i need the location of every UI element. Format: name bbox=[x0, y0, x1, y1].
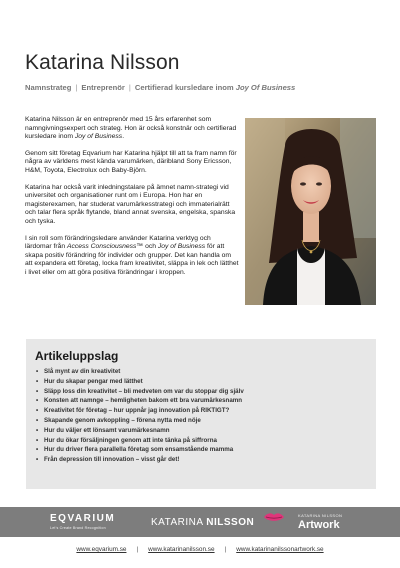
katarina-nilsson-logo bbox=[151, 517, 254, 528]
bio-p1-text: Katarina Nilsson är en entreprenör med 15 års erfarenhet som namngivningsexpert och strateg. Hon är också konstnär och certifierad kursledare inom bbox=[25, 116, 237, 141]
artwork-logo bbox=[298, 513, 342, 531]
lips-icon bbox=[263, 511, 285, 523]
list-item: • Hur du driver flera parallella företag som ensamstående mamma bbox=[35, 445, 366, 455]
list-item: • Släpp loss din kreativitet – bli medveten om var du stoppar dig själv bbox=[35, 387, 366, 397]
bio-paragraph-1 bbox=[25, 116, 239, 142]
link-eqvarium[interactable]: www.eqvarium.se bbox=[76, 546, 127, 553]
tagline-role-3: Certifierad kursledare inom bbox=[134, 83, 236, 92]
bio-paragraph-2: Genom sitt företag Eqvarium har Katarina hjälpt till att ta fram namn för några av världens mest kända varumärken, däribland Sony Ericsson, H&M, Toyota, Electrolux och Baby-Björn. bbox=[25, 149, 237, 174]
bio-paragraph-4 bbox=[25, 235, 239, 278]
articles-title: Artikeluppslag bbox=[35, 349, 119, 363]
link-katarinanilsson[interactable]: www.katarinanilsson.se bbox=[148, 546, 215, 553]
list-item: • Skapande genom avkoppling – förena nytta med nöje bbox=[35, 416, 366, 426]
tagline-role-2: Entreprenör bbox=[81, 83, 125, 92]
tagline bbox=[25, 83, 385, 92]
tagline-role-3-emphasis: Joy Of Business bbox=[235, 83, 296, 92]
bio-p4-a: I sin roll som förändringsledare använder Katarina verktyg och lärdomar från bbox=[25, 234, 211, 251]
kn-logo-last: NILSSON bbox=[206, 517, 255, 528]
tagline-role-1: Namnstrateg bbox=[25, 83, 72, 92]
list-item: • Hur du ökar försäljningen genom att inte tänka på siffrorna bbox=[35, 436, 366, 446]
tagline-separator: | bbox=[128, 83, 131, 92]
bio-p4-c: för att skapa positiv förändring för individer och grupper. Det kan handla om att expandera ett företag, locka fram kreativitet, släppa in lek och lätthet i livet eller om att göra positiva förändringar i kroppen. bbox=[25, 243, 239, 276]
articles-list bbox=[35, 367, 366, 465]
header bbox=[25, 50, 385, 92]
tagline-separator: | bbox=[75, 83, 78, 92]
link-separator: | bbox=[224, 546, 227, 553]
articles-box bbox=[26, 339, 376, 489]
artwork-logo-main: Artwork bbox=[298, 519, 340, 531]
bio-p1-emphasis: Joy of Business bbox=[74, 133, 123, 141]
bio-paragraph-3: Katarina har också varit inledningstalare på ämnet namn-strategi vid universitet och organisationer runt om i Europa. Hon har en magisterexamen, har studerat varumärkesstrategi och immaterialrätt och talar flera språk flytande, bland annat svenska, engelska, spanska och tyska. bbox=[25, 183, 236, 225]
list-item: • Från depression till innovation – visst går det! bbox=[35, 455, 366, 465]
portrait-image bbox=[245, 118, 376, 305]
page-title: Katarina Nilsson bbox=[25, 51, 180, 74]
portrait-photo bbox=[245, 118, 376, 305]
kn-logo-first: KATARINA bbox=[151, 517, 203, 528]
bio-p4-b: och bbox=[143, 243, 158, 251]
eqvarium-logo-text: EQVARIUM bbox=[50, 513, 116, 524]
artwork-logo-top: KATARINA NILSSON bbox=[298, 513, 343, 518]
list-item: • Hur du skapar pengar med lätthet bbox=[35, 377, 366, 387]
footer-links bbox=[0, 546, 400, 553]
list-item: • Slå mynt av din kreativitet bbox=[35, 367, 366, 377]
bio-text bbox=[25, 116, 239, 286]
footer-logo-band bbox=[0, 507, 400, 537]
list-item: • Konsten att namnge – hemligheten bakom ett bra varumärkesnamn bbox=[35, 396, 366, 406]
bio-p1-end: . bbox=[122, 133, 125, 141]
list-item: • Hur du väljer ett lönsamt varumärkesnamn bbox=[35, 426, 366, 436]
eqvarium-logo bbox=[50, 513, 115, 530]
link-artwork[interactable]: www.katarinanilssonartwork.se bbox=[236, 546, 324, 553]
link-separator: | bbox=[136, 546, 139, 553]
eqvarium-logo-subtitle: Let's Create Brand Recognition bbox=[50, 526, 106, 530]
list-item: • Kreativitet för företag – hur uppnår jag innovation på RIKTIGT? bbox=[35, 406, 366, 416]
bio-p4-emphasis-2: Joy of Business bbox=[157, 243, 206, 251]
bio-p4-emphasis-1: Access Consciousness™ bbox=[67, 243, 144, 251]
